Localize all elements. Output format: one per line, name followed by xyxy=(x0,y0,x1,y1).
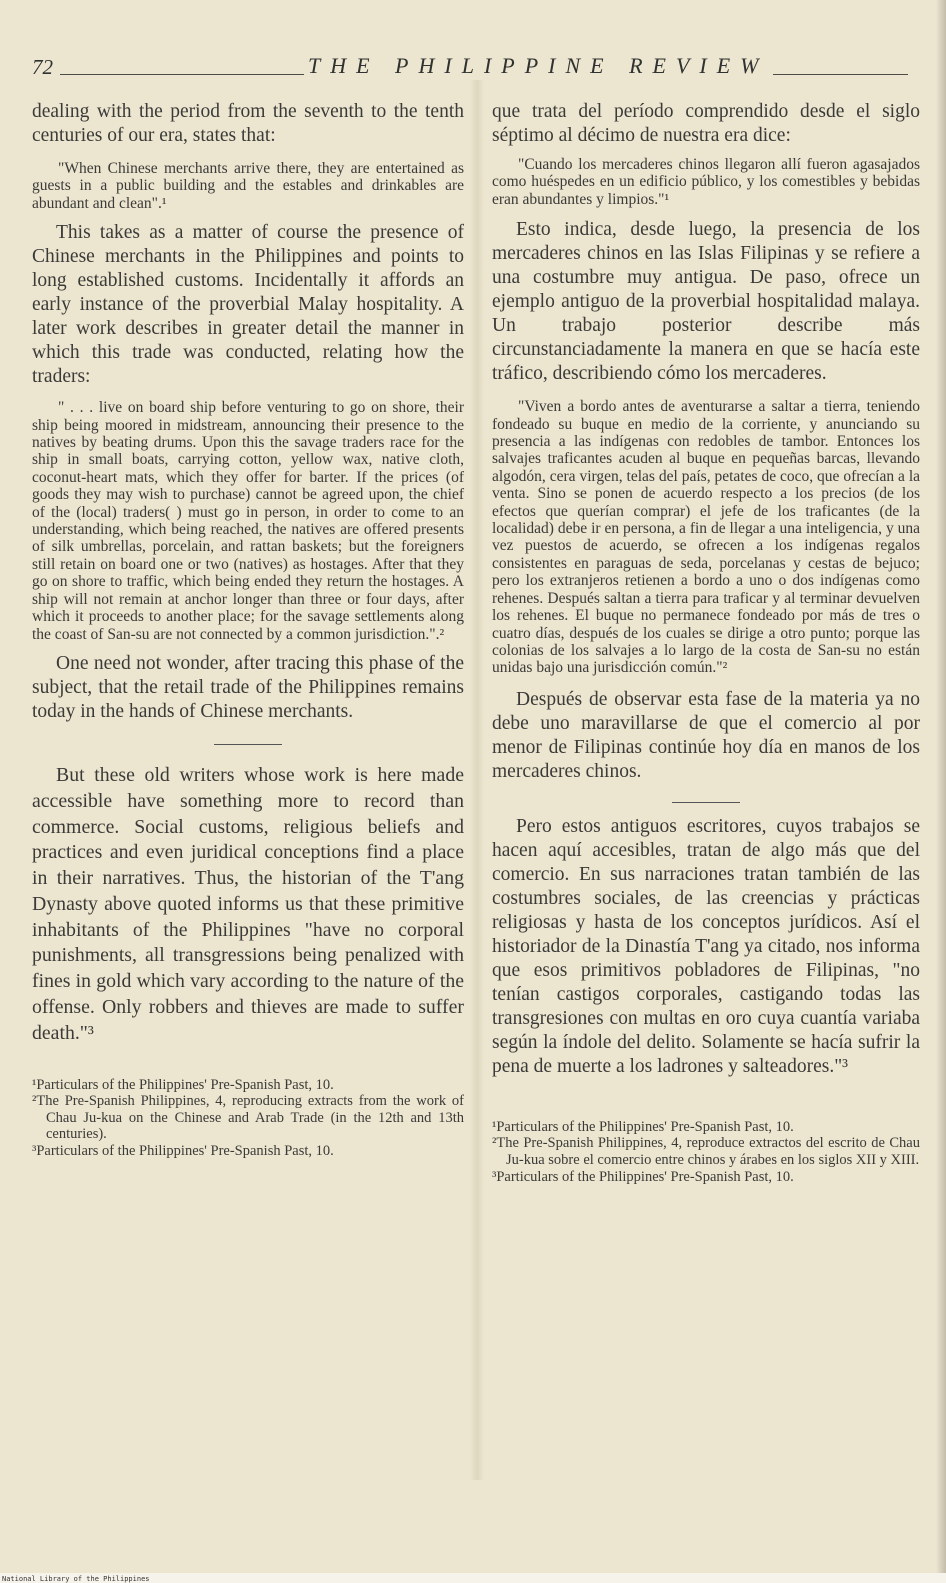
footnote-3: ³Particulars of the Philippines' Pre-Spanish Past, 10. xyxy=(492,1168,794,1185)
footnote-1: ¹Particulars of the Philippines' Pre-Spanish Past, 10. xyxy=(32,1076,334,1093)
spanish-quote-1: "Cuando los mercaderes chinos llegaron allí fueron agasajados como huéspedes en un edificio público, y los comestibles y bebidas eran abundantes y limpios."¹ xyxy=(492,156,920,208)
footnote-2: ²The Pre-Spanish Philippines, 4, reproduce extractos del escrito de Chau Ju-kua sobre el comercio entre chinos y árabes en los siglos XII y XIII. xyxy=(492,1135,920,1168)
section-separator xyxy=(672,802,740,803)
page-number: 72 xyxy=(32,55,53,79)
page-edge-shadow xyxy=(936,0,946,1583)
library-mark: National Library of the Philippines xyxy=(2,1575,150,1583)
english-paragraph-3: One need not wonder, after tracing this phase of the subject, that the retail trade of the Philippines remains today in the hands of Chinese merchants. xyxy=(32,652,464,722)
english-column xyxy=(32,100,464,1160)
english-quote-2: " . . . live on board ship before venturing to go on shore, their ship being moored in midstream, announcing their presence to the natives by beating drums. Upon this the savage traders race for the ship in small boats, carrying cotton, yellow wax, native cloth, coconut-heart mats, which they offer for barter. If the prices (of goods they may wish to purchase) cannot be agreed upon, the chief of the (local) traders( ) must go in person, in order to come to an understanding, which being reached, the natives are offered presents of silk umbrellas, porcelain, and rattan baskets; but the foreigners still retain on board one or two (natives) as hostages. After that they go on shore to traffic, which being ended they return the hostages. A ship will not remain at anchor longer than three or four days, after which it proceeds to another place; for the savage settlements along the coast of San-su are not connected by a common jurisdiction.".² xyxy=(32,399,464,643)
english-footnotes xyxy=(32,1077,464,1160)
english-quote-1: "When Chinese merchants arrive there, they are entertained as guests in a public building and the estables and drinkables are abundant and clean".¹ xyxy=(32,160,464,212)
spanish-quote-2: "Viven a bordo antes de aventurarse a saltar a tierra, teniendo fondeado su buque en medio de la corriente, y anunciando su presencia a las indígenas con redobles de tambor. Entonces los salvajes traficantes acuden al buque en pequeñas barcas, llevando algodón, cera virgen, telas del país, petates de coco, que ofrecían a la venta. Sino se ponen de acuerdo respecto a los precios (de los efectos que querían comprar) el jefe de los traficantes (de la localidad) debe ir en persona, a fin de llegar a una inteligencia, y una vez puestos de acuerdo, se ofrecen a los indígenas regalos consistentes en paraguas de seda, porcelanas y cestas de bejuco; pero los extranjeros retienen a bordo a uno o dos indígenas como rehenes. Después saltan a tierra para traficar y al terminar devuelven los rehenes. El buque no permanece fondeado por más de tres o cuatro días, después de los cuales se dirige a otro punto; porque las colonias de los salvajes a lo largo de la costa de San-su no están unidas bajo una jurisdicción común."² xyxy=(492,398,920,677)
spanish-paragraph-3: Después de observar esta fase de la materia ya no debe uno maravillarse de que el comercio al por menor de Filipinas continúe hoy día en manos de los mercaderes chinos. xyxy=(492,688,920,782)
spanish-footnotes xyxy=(492,1119,920,1185)
spanish-paragraph-4: Pero estos antiguos escritores, cuyos trabajos se hacen aquí accesibles, tratan de algo más que del comercio. En sus narraciones tratan también de las costumbres sociales, de las creencias y prácticas religiosas y hasta de los conceptos jurídicos. Así el historiador de la Dinastía T'ang ya citado, nos informa que esos primitivos pobladores de Filipinas, "no tenían castigos corporales, castigando todas las transgresiones con multas en oro cuya cuantía variaba según la índole del delito. Solamente se hacía sufrir la pena de muerte a los ladrones y salteadores."³ xyxy=(492,815,920,1077)
running-header xyxy=(26,52,926,82)
gutter-stain xyxy=(470,80,484,1480)
footer-strip xyxy=(0,1573,946,1583)
footnote-2: ²The Pre-Spanish Philippines, 4, reproducing extracts from the work of Chau Ju-kua on the Chinese and Arab Trade (in the 12th and 13th centuries). xyxy=(32,1093,464,1143)
spanish-column xyxy=(492,100,920,1185)
section-separator xyxy=(214,744,282,745)
footnote-3: ³Particulars of the Philippines' Pre-Spanish Past, 10. xyxy=(32,1143,334,1160)
footnote-1: ¹Particulars of the Philippines' Pre-Spanish Past, 10. xyxy=(492,1118,794,1135)
spanish-paragraph-intro: que trata del período comprendido desde el siglo séptimo al décimo de nuestra era dice: xyxy=(492,101,920,146)
spanish-paragraph-2: Esto indica, desde luego, la presencia de los mercaderes chinos en las Islas Filipinas y se refiere a una costumbre muy antigua. De paso, ofrece un ejemplo antiguo de la proverbial hospitalidad malaya. Un trabajo posterior describe más circunstanciadamente la manera en que se hacía este tráfico, describiendo cómo los mercaderes. xyxy=(492,219,920,385)
english-paragraph-4: But these old writers whose work is here made accessible have something more to record than commerce. Social customs, religious beliefs and practices and even juridical conceptions find a place in their narratives. Thus, the historian of the T'ang Dynasty above quoted informs us that these primitive inhabitants of the Philippines "have no corporal punishments, all transgressions being penalized with fines in gold which vary according to the nature of the offense. Only robbers and thieves are made to suffer death."³ xyxy=(32,763,464,1044)
english-paragraph-2: This takes as a matter of course the presence of Chinese merchants in the Philippines and points to long established customs. Incidentally it affords an early instance of the proverbial Malay hospitality. A later work describes in greater detail the manner in which this trade was conducted, relating how the traders: xyxy=(32,222,464,388)
running-title: THE PHILIPPINE REVIEW xyxy=(304,53,773,79)
english-paragraph-intro: dealing with the period from the seventh to the tenth centuries of our era, states that: xyxy=(32,101,464,146)
